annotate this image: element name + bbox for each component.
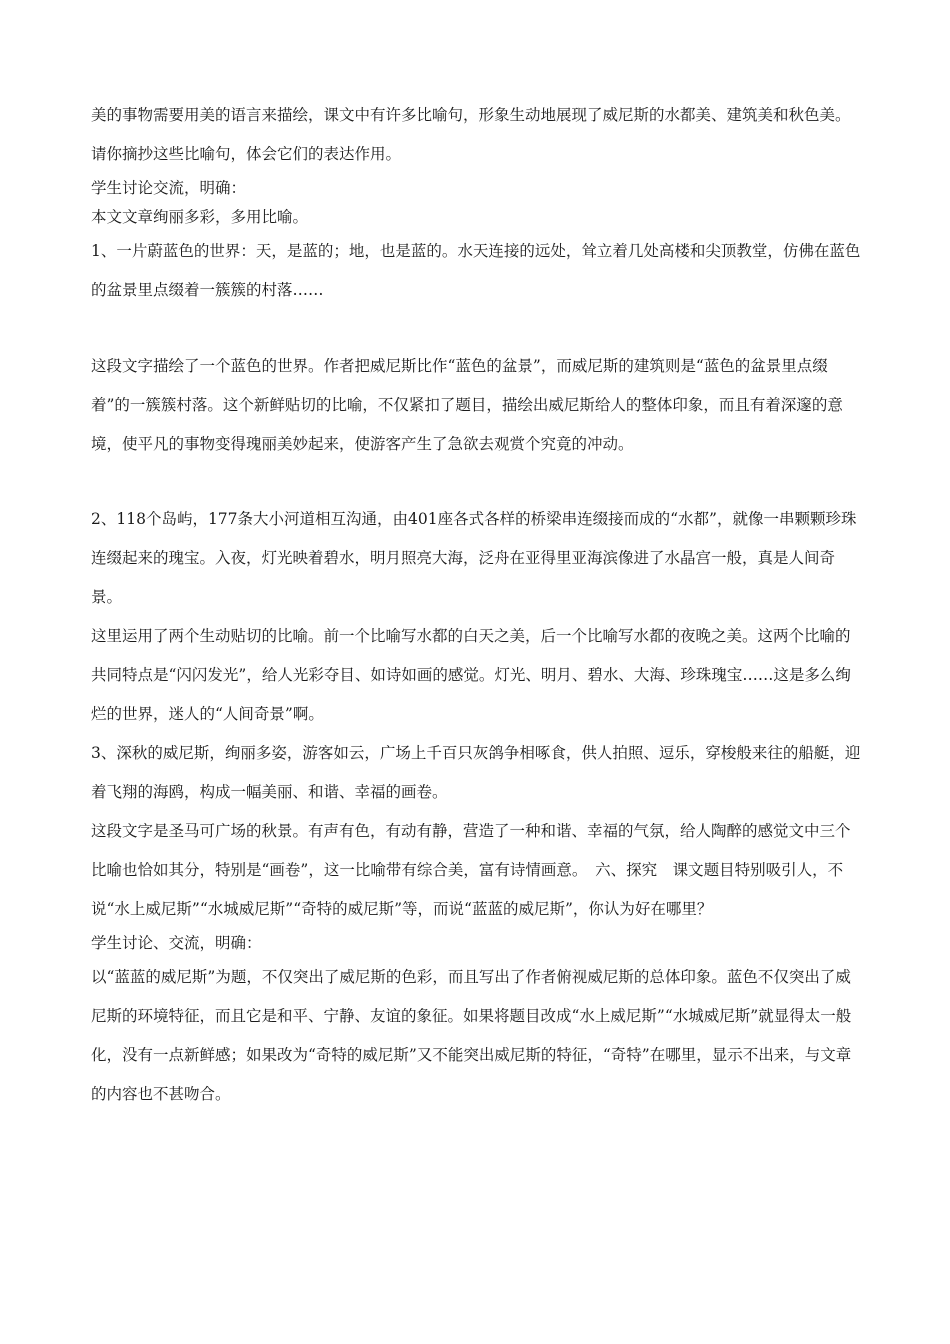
summary-sentence: 本文文章绚丽多彩，多用比喻。 bbox=[91, 208, 309, 226]
conclusion-paragraph: 以“蓝蓝的威尼斯”为题，不仅突出了威尼斯的色彩，而且写出了作者俯视威尼斯的总体印象。蓝色不仅突出了威尼斯的环境特征，而且它是和平、宁静、友谊的象征。如果将题目改成“水上威尼斯”“水城威尼斯”就显得太一般化，没有一点新鲜感；如果改为“奇特的威尼斯”又不能突出威尼斯的特征，“奇特”在哪里，显示不出来，与文章的内容也不甚吻合。 bbox=[91, 968, 852, 1103]
quote-three: 3、深秋的威尼斯，绚丽多姿，游客如云，广场上千百只灰鸽争相啄食，供人拍照、逗乐，穿梭般来往的船艇，迎着飞翔的海鸥，构成一幅美丽、和谐、幸福的画卷。 bbox=[91, 744, 861, 801]
intro-paragraph: 美的事物需要用美的语言来描绘，课文中有许多比喻句，形象生动地展现了威尼斯的水都美、建筑美和秋色美。请你摘抄这些比喻句，体会它们的表达作用。 bbox=[91, 106, 851, 163]
spacer bbox=[91, 464, 863, 500]
quote-two: 2、118个岛屿，177条大小河道相互沟通，由401座各式各样的桥梁串连缀接而成的“水都”，就像一串颗颗珍珠连缀起来的瑰宝。入夜，灯光映着碧水，明月照亮大海，泛舟在亚得里亚海滨像进了水晶宫一般，真是人间奇景。 bbox=[91, 510, 857, 606]
analysis-one: 这段文字描绘了一个蓝色的世界。作者把威尼斯比作“蓝色的盆景”，而威尼斯的建筑则是“蓝色的盆景里点缀着”的一簇簇村落。这个新鲜贴切的比喻，不仅紧扣了题目，描绘出威尼斯给人的整体印象，而且有着深邃的意境，使平凡的事物变得瑰丽美妙起来，使游客产生了急欲去观赏个究竟的冲动。 bbox=[91, 357, 843, 453]
spacer bbox=[91, 310, 863, 347]
analysis-two: 这里运用了两个生动贴切的比喻。前一个比喻写水都的白天之美，后一个比喻写水都的夜晚之美。这两个比喻的共同特点是“闪闪发光”，给人光彩夺目、如诗如画的感觉。灯光、明月、碧水、大海、珍珠瑰宝……这是多么绚烂的世界，迷人的“人间奇景”啊。 bbox=[91, 627, 851, 723]
discussion-note: 学生讨论交流，明确： bbox=[91, 179, 247, 197]
quote-one: 1、一片蔚蓝色的世界：天，是蓝的；地，也是蓝的。水天连接的远处，耸立着几处高楼和尖顶教堂，仿佛在蓝色的盆景里点缀着一簇簇的村落…… bbox=[91, 242, 861, 299]
analysis-three: 这段文字是圣马可广场的秋景。有声有色，有动有静，营造了一种和谐、幸福的气氛，给人陶醉的感觉文中三个比喻也恰如其分，特别是“画卷”，这一比喻带有综合美，富有诗情画意。 六、探究 课文题目特别吸引人，不说“水上威尼斯”“水城威尼斯”“奇特的威尼斯”等，而说“蓝蓝的威尼斯”，你认为好在哪里？ bbox=[91, 822, 851, 918]
discussion-note-two: 学生讨论、交流，明确： bbox=[91, 934, 262, 952]
document-page bbox=[91, 96, 863, 1114]
